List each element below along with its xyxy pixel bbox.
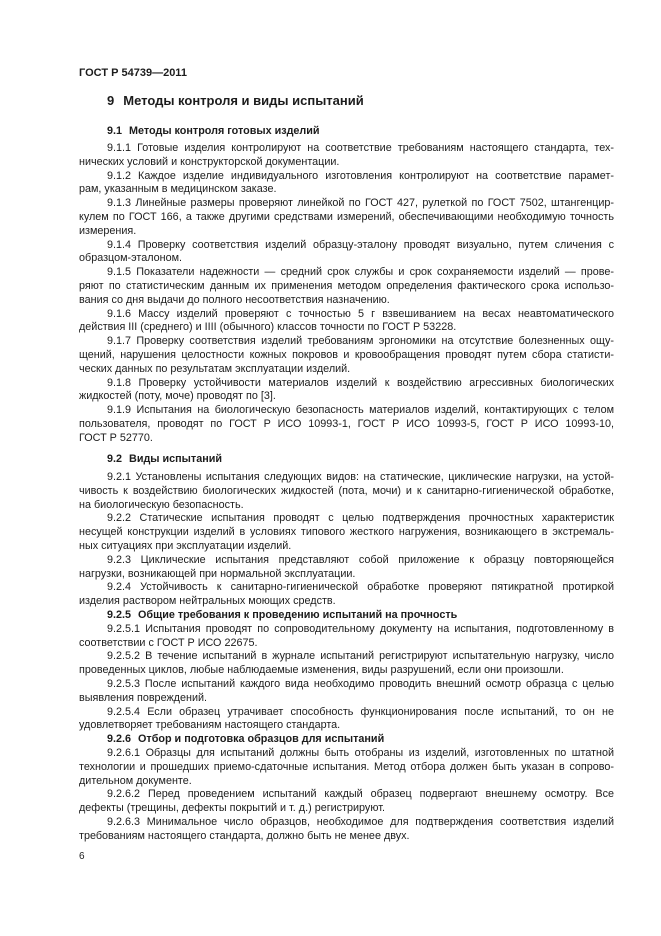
clause-number: 9.2.5.1 (107, 622, 141, 635)
clause-9-2-5-4 (79, 706, 614, 734)
text-line (79, 706, 614, 720)
clause-9-1-7 (79, 335, 614, 376)
text-line: нических условий и конструкторской документации. (79, 155, 340, 168)
clause-text: Испытания на биологическую безопасность материалов изделий, контактирующих с телом (136, 404, 615, 417)
clause-number: 9.2.1 (107, 470, 132, 483)
clause-number: 9.2.3 (107, 553, 132, 566)
clause-9-1-9 (79, 404, 614, 445)
clause-9-2-5-1 (79, 623, 614, 651)
clause-9-2-2 (79, 512, 614, 553)
clause-text: Проверку соответствия изделий образцу-эталону проводят визуально, путем сличения с (137, 238, 614, 251)
text-line: кулем по ГОСТ 166, а также другими средствами измерений, обеспечивающими необходимую точность (79, 210, 614, 223)
clause-9-1-1 (79, 142, 614, 170)
text-line (79, 678, 614, 692)
clause-9-2-5-2 (79, 650, 614, 678)
text-line (79, 239, 614, 253)
text-line: жидкостей (поту, моче) проводят по [3]. (79, 390, 276, 403)
clause-text: Испытания проводят по сопроводительному документу на испытания, подготовленному в (145, 622, 614, 635)
clause-9-2-3 (79, 554, 614, 582)
text-line (79, 142, 614, 156)
text-line: несущей конструкции изделий в условиях типового жесткого нагружения, возникающего в экстремаль- (79, 526, 614, 539)
text-line: дефекты (трещины, дефекты покрытий и т. д.) регистрируют. (79, 802, 385, 815)
page-number: 6 (79, 851, 85, 862)
text-line: изделия раствором нейтральных моющих средств. (79, 595, 336, 608)
clause-text: После испытаний каждого вида необходимо проводить внешний осмотр образца с целью (144, 677, 614, 690)
subsection-heading (79, 125, 614, 139)
text-line (79, 404, 614, 418)
subsection-heading (79, 609, 614, 623)
clause-number: 9.1.7 (107, 335, 132, 348)
text-line: ческих данных по результатам эксплуатации изделий. (79, 362, 351, 375)
text-line: ных ситуациях при эксплуатации изделий. (79, 539, 292, 552)
text-line: щений, нарушения целостности кожных покровов и кровообращения проводят путем сбора статисти- (79, 348, 614, 361)
section-heading (107, 93, 364, 109)
clause-number: 9.2.5.3 (107, 677, 141, 690)
section-number: 9 (107, 93, 115, 108)
text-line (79, 788, 614, 802)
clause-text: Проверку устойчивости материалов изделий к воздействию агрессивных биологических (138, 376, 614, 389)
clause-number: 9.2.2 (107, 512, 132, 525)
text-line: соответствии с ГОСТ Р ИСО 22675. (79, 636, 258, 649)
clause-number: 9.2.6.3 (107, 815, 141, 828)
subsection-number: 9.2.6 (107, 733, 132, 746)
subsection-heading (79, 733, 614, 747)
clause-number: 9.1.9 (107, 404, 132, 417)
text-line: вания со дня выдачи до полного несоответствия назначению. (79, 293, 390, 306)
text-line: на биологическую безопасность. (79, 498, 244, 511)
clause-text: Линейные размеры проверяют линейкой по ГОСТ 427, рулеткой по ГОСТ 7502, штангенцир- (135, 197, 614, 210)
subsection-9-2 (79, 453, 614, 844)
clause-number: 9.1.3 (107, 197, 132, 210)
clause-number: 9.1.2 (107, 169, 132, 182)
clause-9-1-2 (79, 170, 614, 198)
text-line (79, 471, 614, 485)
text-line: ГОСТ Р 52770. (79, 431, 153, 444)
text-line: ряют по статистическим данным их применения методом определения фактического срока использо- (79, 279, 614, 292)
clause-text: Массу изделий проверяют с точностью 5 г взвешиванием на весах неавтоматического (138, 307, 614, 320)
clause-9-2-6-2 (79, 788, 614, 816)
clause-text: Показатели надежности — средний срок службы и срок сохраняемости изделий — прове- (136, 266, 615, 279)
text-line: пользователя, проводят по ГОСТ Р ИСО 10993-1, ГОСТ Р ИСО 10993-5, ГОСТ Р ИСО 10993-10, (79, 417, 614, 430)
subsection-number: 9.1 (107, 125, 123, 137)
clause-text: Готовые изделия контролируют на соответствие требованиям настоящего стандарта, тех- (137, 141, 615, 154)
subsection-title: Общие требования к проведению испытаний на прочность (138, 608, 458, 621)
text-line (79, 197, 614, 211)
clause-text: Перед проведением испытаний каждый образец подвергают внешнему осмотру. Все (147, 788, 615, 801)
clause-number: 9.1.5 (107, 266, 132, 279)
text-line (79, 335, 614, 349)
clause-number: 9.2.4 (107, 581, 132, 594)
subsection-heading (79, 453, 614, 467)
clause-number: 9.1.6 (107, 307, 132, 320)
text-line (79, 377, 614, 391)
clause-number: 9.2.5.2 (107, 650, 141, 663)
text-line: проведенных циклов, любые наблюдаемые изменения, виды разрушений, если они произошли. (79, 664, 564, 677)
clause-text: Устойчивость к санитарно-гигиенической обработке проверяют пятикратной протиркой (140, 581, 614, 594)
text-line (79, 170, 614, 184)
subsection-title: Отбор и подготовка образцов для испытаний (138, 733, 385, 746)
clause-9-1-5 (79, 266, 614, 307)
text-line: измерения. (79, 224, 137, 237)
subsection-title: Виды испытаний (129, 453, 222, 465)
text-line (79, 308, 614, 322)
clause-9-2-6-3 (79, 816, 614, 844)
text-line: требованиям настоящего стандарта, должно быть не менее двух. (79, 829, 410, 842)
text-line (79, 623, 614, 637)
clause-text: Образцы для испытаний должны быть отобраны из изделий, изготовленных по штатной (145, 746, 615, 759)
clause-text: Установлены испытания следующих видов: на статические, циклические нагрузки, на устой- (135, 470, 614, 483)
subsection-title: Методы контроля готовых изделий (129, 125, 320, 137)
text-line (79, 816, 614, 830)
clause-9-2-5-3 (79, 678, 614, 706)
subsection-9-2-6 (79, 733, 614, 843)
clause-text: Проверку соответствия изделий требованиям эргономики на отсутствие болезненных ощу- (136, 335, 615, 348)
clause-number: 9.1.8 (107, 376, 132, 389)
text-line: образцом-эталоном. (79, 252, 183, 265)
text-line: рам, указанным в медицинском заказе. (79, 183, 277, 196)
clause-text: Минимальное число образцов, необходимое для подтверждения соответствия изделий (146, 815, 614, 828)
clause-9-1-8 (79, 377, 614, 405)
text-line: технологии и прошедших приемо-сдаточные испытания. Метод отбора должен быть указан в сопрово- (79, 760, 614, 773)
clause-text: В течение испытаний в журнале испытаний регистрируют испытательную нагрузку, число (145, 650, 615, 663)
text-line: чивость к воздействию биологических жидкостей (пота, мочи) и к санитарно-гигиенической обработке, (79, 484, 614, 497)
subsection-number: 9.2 (107, 453, 123, 465)
clause-number: 9.1.1 (107, 141, 132, 154)
text-line (79, 512, 614, 526)
subsection-9-2-5 (79, 609, 614, 733)
clause-number: 9.2.6.2 (107, 788, 141, 801)
clause-9-2-1 (79, 471, 614, 512)
clause-text: Каждое изделие индивидуального изготовления контролируют на соответствие парамет- (138, 169, 614, 182)
text-line: дительном документе. (79, 774, 192, 787)
text-line (79, 554, 614, 568)
clause-9-2-4 (79, 581, 614, 609)
clause-9-1-4 (79, 239, 614, 267)
subsection-9-1 (79, 125, 614, 446)
section-title: Методы контроля и виды испытаний (123, 93, 364, 108)
text-line (79, 581, 614, 595)
clause-9-1-6 (79, 308, 614, 336)
clause-number: 9.2.6.1 (107, 746, 141, 759)
text-line: выявления повреждений. (79, 691, 208, 704)
clause-number: 9.2.5.4 (107, 705, 141, 718)
subsection-number: 9.2.5 (107, 608, 132, 621)
text-line (79, 747, 614, 761)
clause-text: Статические испытания проводят с целью подтверждения прочностных характеристик (139, 512, 614, 525)
text-line (79, 266, 614, 280)
text-line: действия III (среднего) и IIII (обычного) классов точности по ГОСТ Р 53228. (79, 321, 457, 334)
text-line: нагрузки, возникающей при нормальной эксплуатации. (79, 567, 356, 580)
document-code-header: ГОСТ Р 54739—2011 (79, 67, 187, 79)
text-line: удовлетворяет требованиям настоящего стандарта. (79, 719, 341, 732)
clause-text: Если образец утрачивает способность функционирования после испытаний, то он не (147, 705, 615, 718)
clause-text: Циклические испытания представляют собой приложение к образцу повторяющейся (140, 553, 615, 566)
clause-number: 9.1.4 (107, 238, 132, 251)
clause-9-1-3 (79, 197, 614, 238)
clause-9-2-6-1 (79, 747, 614, 788)
text-line (79, 650, 614, 664)
